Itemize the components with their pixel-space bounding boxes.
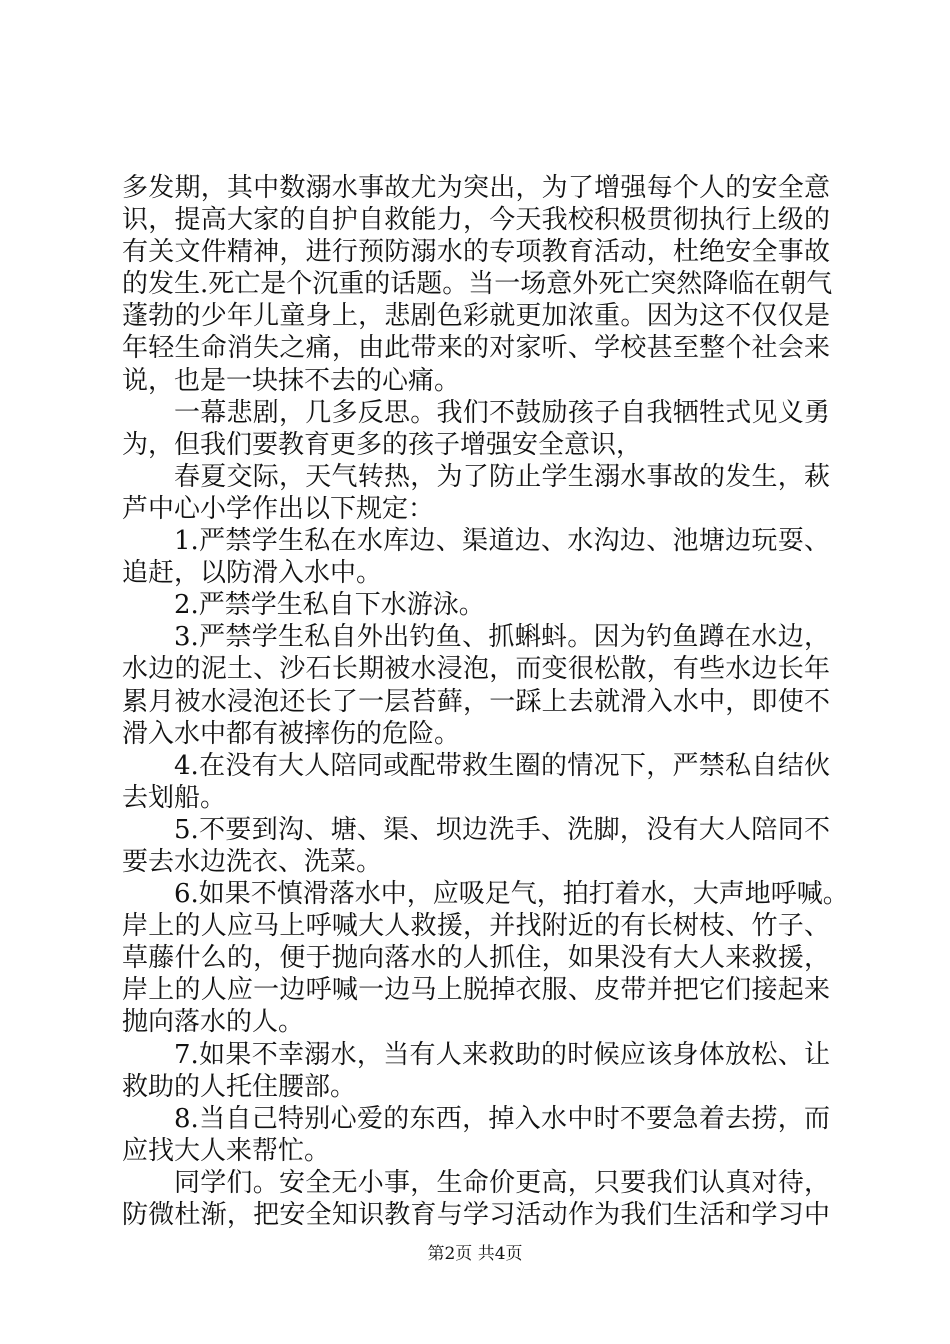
rule-item-5: 5.不要到沟、塘、渠、坝边洗手、洗脚，没有大人陪同不 [174, 814, 830, 845]
rule-item-3: 3.严禁学生私自外出钓鱼、抓蝌蚪。因为钓鱼蹲在水边， [174, 622, 830, 653]
text-line: 有关文件精神，进行预防溺水的专项教育活动，杜绝安全事故 [122, 237, 830, 268]
text-line: 水边的泥土、沙石长期被水浸泡，而变很松散，有些水边长年 [122, 654, 830, 685]
text-line: 追赶，以防滑入水中。 [122, 558, 383, 589]
rule-item-2: 2.严禁学生私自下水游泳。 [174, 590, 485, 621]
text-line: 多发期，其中数溺水事故尤为突出，为了增强每个人的安全意 [122, 173, 830, 203]
text-line: 的发生.死亡是个沉重的话题。当一场意外死亡突然降临在朝气 [122, 269, 833, 300]
text-line: 为，但我们要教育更多的孩子增强安全意识， [122, 429, 643, 460]
text-line: 年轻生命消失之痛，由此带来的对家听、学校甚至整个社会来 [122, 333, 830, 364]
text-line: 芦中心小学作出以下规定： [122, 493, 435, 524]
rule-item-7: 7.如果不幸溺水，当有人来救助的时候应该身体放松、让 [174, 1039, 830, 1070]
text-line: 累月被水浸泡还长了一层苔藓，一踩上去就滑入水中，即使不 [122, 686, 830, 717]
paragraph-start: 一幕悲剧，几多反思。我们不鼓励孩子自我牺牲式见义勇 [174, 397, 830, 428]
text-line: 滑入水中都有被摔伤的危险。 [122, 718, 461, 749]
text-line: 防微杜渐，把安全知识教育与学习活动作为我们生活和学习中 [122, 1200, 830, 1230]
paragraph-start: 春夏交际，天气转热，为了防止学生溺水事故的发生，萩 [174, 461, 830, 492]
text-line: 蓬勃的少年儿童身上，悲剧色彩就更加浓重。因为这不仅仅是 [122, 301, 830, 332]
rule-item-8: 8.当自己特别心爱的东西，掉入水中时不要急着去捞，而 [174, 1103, 830, 1134]
text-line: 应找大人来帮忙。 [122, 1135, 331, 1166]
text-line: 要去水边洗衣、洗菜。 [122, 846, 383, 877]
rule-item-4: 4.在没有大人陪同或配带救生圈的情况下，严禁私自结伙 [174, 750, 830, 781]
rule-item-6: 6.如果不慎滑落水中，应吸足气，拍打着水，大声地呼喊。 [174, 879, 849, 910]
paragraph-start: 同学们。安全无小事，生命价更高，只要我们认真对待， [174, 1167, 830, 1198]
text-line: 草藤什么的，便于抛向落水的人抓住，如果没有大人来救援， [122, 943, 830, 974]
rule-item-1: 1.严禁学生私在水库边、渠道边、水沟边、池塘边玩耍、 [174, 526, 830, 557]
page-number-footer: 第2页 共4页 [427, 1244, 523, 1264]
text-line: 抛向落水的人。 [122, 1007, 305, 1038]
text-line: 说，也是一块抹不去的心痛。 [122, 365, 461, 396]
text-line: 救助的人托住腰部。 [122, 1071, 357, 1102]
text-line: 识，提高大家的自护自救能力，今天我校积极贯彻执行上级的 [122, 205, 830, 236]
text-line: 去划船。 [122, 782, 227, 813]
text-line: 岸上的人应一边呼喊一边马上脱掉衣服、皮带并把它们接起来 [122, 975, 830, 1006]
text-line: 岸上的人应马上呼喊大人救援，并找附近的有长树枝、竹子、 [122, 911, 830, 942]
document-body [122, 172, 849, 1231]
